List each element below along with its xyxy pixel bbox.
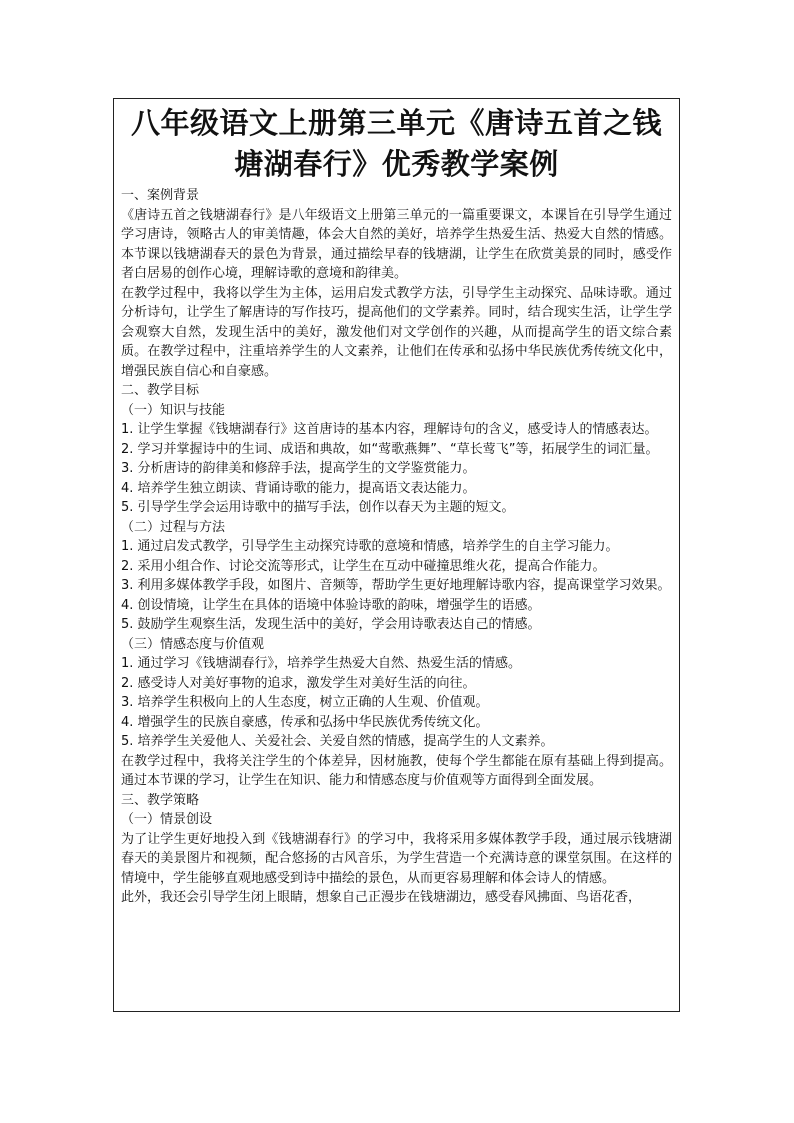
list-item: 4. 增强学生的民族自豪感，传承和弘扬中华民族优秀传统文化。	[121, 714, 489, 730]
list-item: 2. 学习并掌握诗中的生词、成语和典故，如“莺歌燕舞”、“草长莺飞”等，拓展学生的词汇量。	[121, 441, 659, 457]
page-title: 八年级语文上册第三单元《唐诗五首之钱塘湖春行》优秀教学案例	[130, 106, 662, 181]
list-item: 1. 通过学习《钱塘湖春行》，培养学生热爱大自然、热爱生活的情感。	[121, 656, 522, 671]
subsection-heading: （三）情感态度与价值观	[121, 636, 265, 652]
list-item: 4. 创设情境，让学生在具体的语境中体验诗歌的韵味，增强学生的语感。	[121, 597, 541, 613]
subsection-heading: （二）过程与方法	[121, 519, 226, 535]
paragraph: 在教学过程中，我将以学生为主体，运用启发式教学方法，引导学生主动探究、品味诗歌。通过分析诗句，让学生了解唐诗的写作技巧，提高他们的文学素养。同时，结合现实生活，让学生学会观察大自然，发现生活中的美好，激发他们对文学创作的兴趣，从而提高学生的语文综合素质。在教学过程中，注重培养学生的人文素养，让他们在传承和弘扬中华民族优秀传统文化中，增强民族自信心和自豪感。	[121, 285, 672, 379]
list-item: 2. 采用小组合作、讨论交流等形式，让学生在互动中碰撞思维火花，提高合作能力。	[121, 558, 606, 574]
list-item: 2. 感受诗人对美好事物的追求，激发学生对美好生活的向往。	[121, 675, 476, 691]
list-item: 3. 培养学生积极向上的人生态度，树立正确的人生观、价值观。	[121, 695, 489, 710]
section-heading: 一、案例背景	[121, 188, 200, 203]
paragraph: 为了让学生更好地投入到《钱塘湖春行》的学习中，我将采用多媒体教学手段，通过展示钱塘湖春天的美景图片和视频，配合悠扬的古风音乐，为学生营造一个充满诗意的课堂氛围。在这样的情境中，学生能够直观地感受到诗中描绘的景色，从而更容易理解和体会诗人的情感。	[121, 831, 672, 886]
list-item: 5. 鼓励学生观察生活，发现生活中的美好，学会用诗歌表达自己的情感。	[121, 617, 541, 632]
list-item: 4. 培养学生独立朗读、背诵诗歌的能力，提高语文表达能力。	[121, 480, 476, 496]
list-item: 5. 培养学生关爱他人、关爱社会、关爱自然的情感，提高学生的人文素养。	[121, 734, 554, 749]
section-heading: 三、教学策略	[121, 792, 200, 808]
subsection-heading: （一）知识与技能	[121, 402, 226, 418]
paragraph: 《唐诗五首之钱塘湖春行》是八年级语文上册第三单元的一篇重要课文，本课旨在引导学生通过学习唐诗，领略古人的审美情趣，体会大自然的美好，培养学生热爱生活、热爱大自然的情感。本节课以钱塘湖春天的景色为背景，通过描绘早春的钱塘湖，让学生在欣赏美景的同时，感受作者白居易的创作心境，理解诗歌的意境和韵律美。	[121, 207, 672, 281]
body-text	[121, 186, 672, 908]
list-item: 3. 利用多媒体教学手段，如图片、音频等，帮助学生更好地理解诗歌内容，提高课堂学习效果。	[121, 578, 671, 593]
paragraph: 此外，我还会引导学生闭上眼睛，想象自己正漫步在钱塘湖边，感受春风拂面、鸟语花香，	[121, 890, 642, 905]
list-item: 3. 分析唐诗的韵律美和修辞手法，提高学生的文学鉴赏能力。	[121, 461, 476, 476]
list-item: 5. 引导学生学会运用诗歌中的描写手法，创作以春天为主题的短文。	[121, 500, 515, 515]
section-heading: 二、教学目标	[121, 383, 200, 398]
document-frame	[113, 98, 680, 1012]
list-item: 1. 让学生掌握《钱塘湖春行》这首唐诗的基本内容，理解诗句的含义，感受诗人的情感表达。	[121, 422, 658, 437]
list-item: 1. 通过启发式教学，引导学生主动探究诗歌的意境和情感，培养学生的自主学习能力。	[121, 539, 619, 554]
paragraph: 在教学过程中，我将关注学生的个体差异，因材施教，使每个学生都能在原有基础上得到提高。通过本节课的学习，让学生在知识、能力和情感态度与价值观等方面得到全面发展。	[121, 753, 672, 788]
subsection-heading: （一）情景创设	[121, 812, 213, 827]
